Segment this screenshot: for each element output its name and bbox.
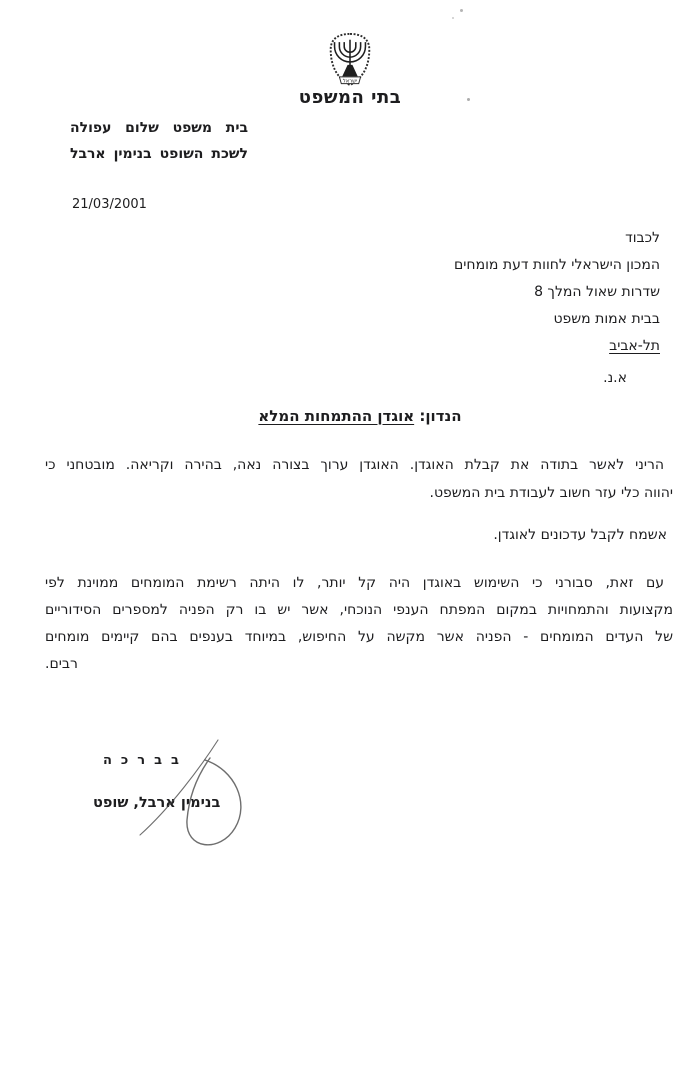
paragraph-line: של העדים המומחים - הפניה אשר מקשה על החיפוש, במיוחד בענפים בהם קיימים מומחים bbox=[45, 629, 673, 645]
israel-state-emblem-icon bbox=[321, 32, 379, 88]
paragraph-line: רבים. bbox=[45, 656, 78, 672]
body-paragraph-2: אשמח לקבל עדכונים לאוגדן. bbox=[493, 527, 667, 543]
sender-court-line: בית משפט שלום עפולה bbox=[70, 120, 248, 136]
subject-title: אוגדן ההתמחות המלא bbox=[258, 407, 415, 425]
letter-date: 21/03/2001 bbox=[72, 197, 147, 212]
menorah-base bbox=[342, 65, 357, 77]
recipient-building: בבית אמות משפט bbox=[553, 311, 660, 327]
courts-header-title: בתי המשפט bbox=[298, 87, 402, 108]
recipient-name: המכון הישראלי לחוות דעת מומחים bbox=[454, 257, 660, 273]
menorah-icon bbox=[335, 40, 366, 67]
sender-block bbox=[70, 115, 248, 167]
scan-speck bbox=[460, 9, 463, 12]
recipient-street: שדרות שאול המלך 8 bbox=[534, 284, 660, 300]
recipient-city: תל-אביב bbox=[609, 338, 660, 354]
subject-line bbox=[235, 407, 485, 425]
body-paragraph-3 bbox=[45, 570, 673, 678]
scan-speck bbox=[452, 17, 454, 19]
scan-speck bbox=[467, 98, 470, 101]
valediction: בברכה bbox=[103, 753, 188, 768]
body-paragraph-1 bbox=[45, 451, 673, 507]
emblem-caption: ישראל bbox=[342, 78, 358, 85]
recipient-block bbox=[454, 225, 660, 360]
paragraph-line: הריני לאשר בתודה את קבלת האוגדן. האוגדן ערוך בצורה נאה, בהירה וקריאה. מובטחני כי bbox=[45, 457, 664, 473]
sender-chamber-line: לשכת השופט בנימין ארבל bbox=[70, 146, 248, 162]
paragraph-line: יהווה כלי עזר חשוב לעבודת בית המשפט. bbox=[429, 485, 673, 501]
subject-label: הנדון: bbox=[414, 407, 462, 425]
greeting-abbreviation: א.נ. bbox=[603, 370, 627, 386]
paragraph-line: מקצועות והתמחויות במקום המפתח הענפי הנוכחי, אשר יש בו רק הפניה למספרים הסידוריים bbox=[45, 602, 673, 618]
paragraph-line: עם זאת, סבורני כי השימוש באוגדן היה קל יותר, לו היתה רשימת המומחים ממוינת לפי bbox=[45, 575, 664, 591]
recipient-salute: לכבוד bbox=[625, 230, 660, 246]
signer-name-title: בנימין ארבל, שופט bbox=[93, 795, 221, 811]
